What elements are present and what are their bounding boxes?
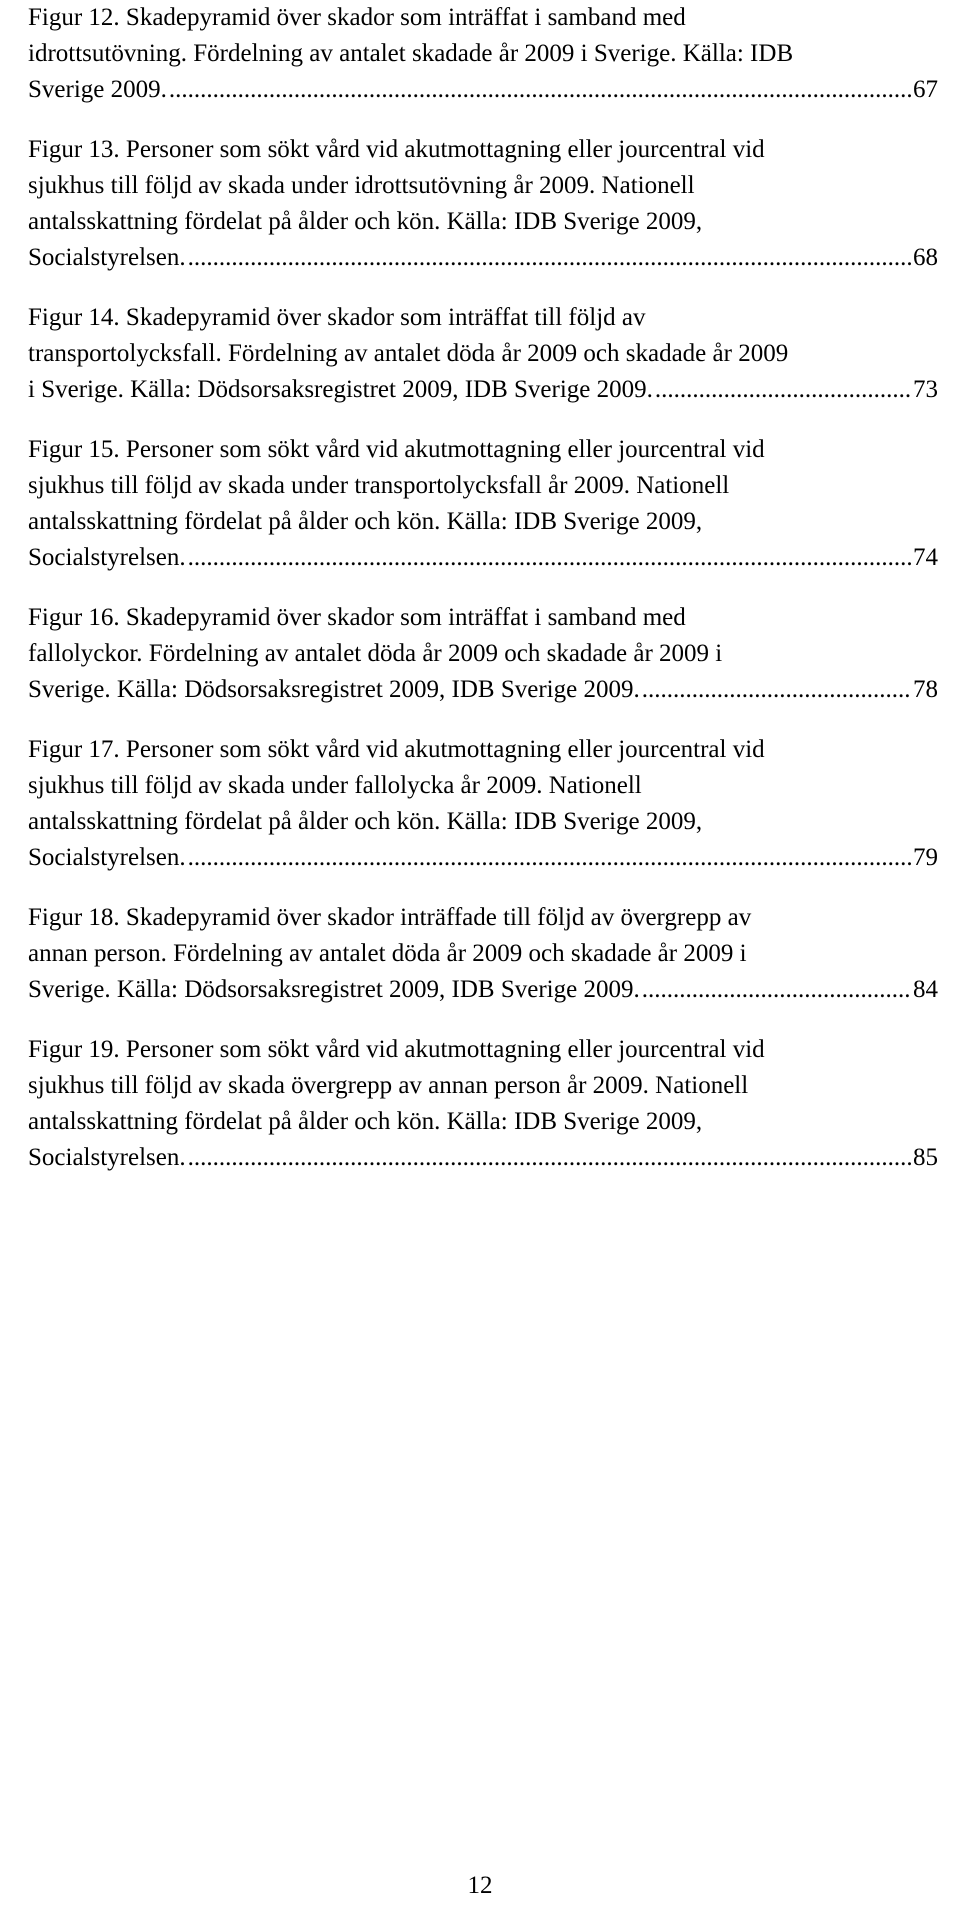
toc-entry-line: sjukhus till följd av skada under idrottsutövning år 2009. Nationell [28,172,695,199]
toc-entry-line: antalsskattning fördelat på ålder och kön. Källa: IDB Sverige 2009, [28,808,703,835]
toc-entry-line: Socialstyrelsen. [28,1144,186,1171]
toc-entry-last-line [28,240,938,276]
toc-entry-last-line [28,372,938,408]
toc-entry-line: Figur 17. Personer som sökt vård vid akutmottagning eller jourcentral vid [28,736,765,763]
dot-leader [188,240,911,276]
toc-entry-figur-17[interactable] [28,732,938,876]
toc-page-number[interactable]: 67 [913,76,938,103]
toc-entry-figur-16[interactable] [28,600,938,708]
toc-entry-line: Figur 18. Skadepyramid över skador inträffade till följd av övergrepp av [28,904,752,931]
toc-entry-line: Figur 19. Personer som sökt vård vid akutmottagning eller jourcentral vid [28,1036,765,1063]
table-of-figures [28,0,938,1200]
dot-leader [642,672,911,708]
toc-entry-last-line [28,972,938,1008]
toc-entry-last-line [28,840,938,876]
toc-entry-line: annan person. Fördelning av antalet döda år 2009 och skadade år 2009 i [28,940,747,967]
toc-entry-figur-18[interactable] [28,900,938,1008]
toc-entry-figur-13[interactable] [28,132,938,276]
toc-entry-last-line [28,672,938,708]
toc-entry-line: Figur 12. Skadepyramid över skador som inträffat i samband med [28,4,686,31]
toc-entry-figur-19[interactable] [28,1032,938,1176]
toc-entry-line: Sverige 2009. [28,76,167,103]
toc-entry-line: idrottsutövning. Fördelning av antalet skadade år 2009 i Sverige. Källa: IDB [28,40,794,67]
toc-entry-last-line [28,540,938,576]
toc-page-number[interactable]: 85 [913,1144,938,1171]
toc-page-number[interactable]: 74 [913,544,938,571]
footer-page-number: 12 [467,1872,493,1899]
toc-entry-line: Sverige. Källa: Dödsorsaksregistret 2009, IDB Sverige 2009. [28,676,640,703]
toc-page-number[interactable]: 78 [913,676,938,703]
dot-leader [655,372,911,408]
toc-entry-line: sjukhus till följd av skada under transportolycksfall år 2009. Nationell [28,472,730,499]
dot-leader [169,72,911,108]
toc-page-number[interactable]: 73 [913,376,938,403]
dot-leader [188,1140,911,1176]
toc-entry-line: i Sverige. Källa: Dödsorsaksregistret 2009, IDB Sverige 2009. [28,376,653,403]
toc-entry-line: Socialstyrelsen. [28,844,186,871]
toc-page-number[interactable]: 79 [913,844,938,871]
toc-entry-line: Figur 13. Personer som sökt vård vid akutmottagning eller jourcentral vid [28,136,765,163]
toc-entry-line: transportolycksfall. Fördelning av antalet döda år 2009 och skadade år 2009 [28,340,789,367]
toc-entry-line: Figur 15. Personer som sökt vård vid akutmottagning eller jourcentral vid [28,436,765,463]
toc-entry-line: antalsskattning fördelat på ålder och kön. Källa: IDB Sverige 2009, [28,508,703,535]
toc-entry-line: Socialstyrelsen. [28,544,186,571]
dot-leader [188,840,911,876]
toc-entry-line: antalsskattning fördelat på ålder och kön. Källa: IDB Sverige 2009, [28,1108,703,1135]
toc-entry-line: fallolyckor. Fördelning av antalet döda år 2009 och skadade år 2009 i [28,640,723,667]
toc-entry-figur-14[interactable] [28,300,938,408]
toc-entry-line: Figur 14. Skadepyramid över skador som inträffat till följd av [28,304,646,331]
toc-entry-line: Figur 16. Skadepyramid över skador som inträffat i samband med [28,604,686,631]
toc-entry-last-line [28,1140,938,1176]
toc-entry-line: sjukhus till följd av skada övergrepp av annan person år 2009. Nationell [28,1072,749,1099]
toc-page-number[interactable]: 68 [913,244,938,271]
toc-entry-figur-15[interactable] [28,432,938,576]
toc-page-number[interactable]: 84 [913,976,938,1003]
dot-leader [188,540,911,576]
toc-entry-line: sjukhus till följd av skada under fallolycka år 2009. Nationell [28,772,642,799]
toc-entry-line: Sverige. Källa: Dödsorsaksregistret 2009, IDB Sverige 2009. [28,976,640,1003]
toc-entry-line: Socialstyrelsen. [28,244,186,271]
toc-entry-last-line [28,72,938,108]
toc-entry-line: antalsskattning fördelat på ålder och kön. Källa: IDB Sverige 2009, [28,208,703,235]
dot-leader [642,972,911,1008]
toc-entry-figur-12[interactable] [28,0,938,108]
